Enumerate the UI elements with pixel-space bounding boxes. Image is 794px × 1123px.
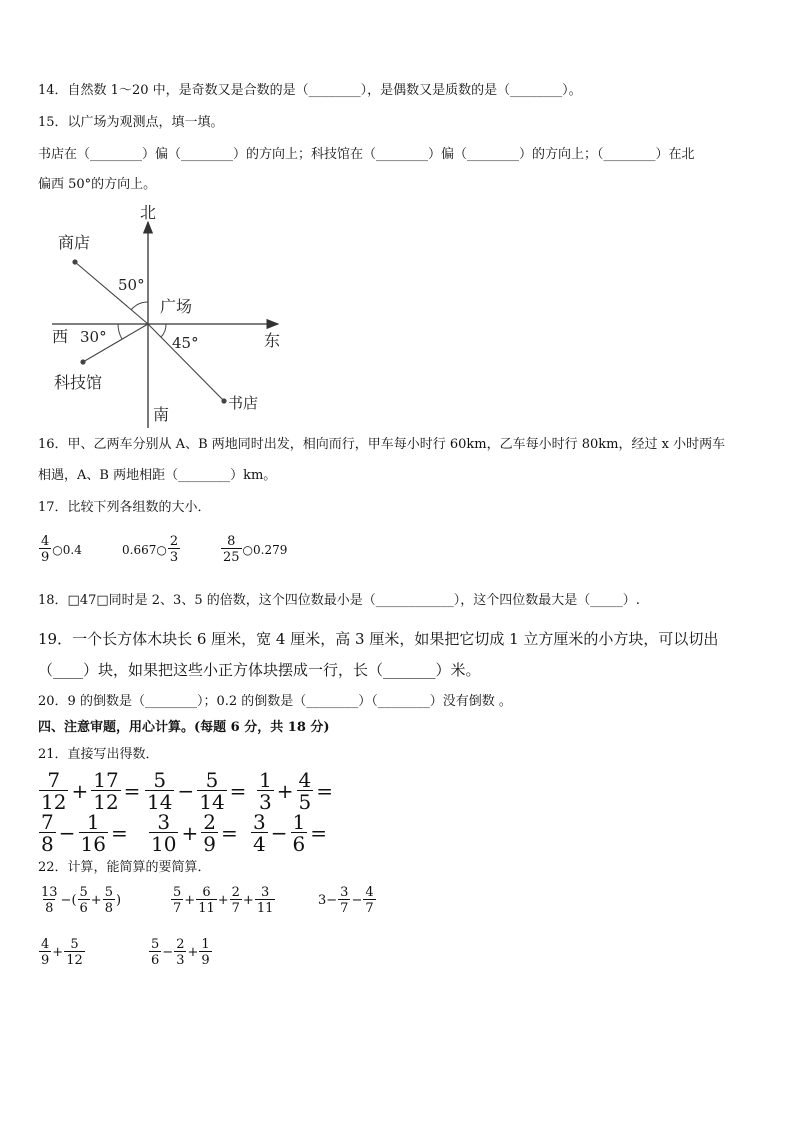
angle-label-north: 50° — [118, 276, 145, 294]
q22-expr-2: $\frac{5}{7}$ + $\frac{6}{11}$ + $\frac{2}{7}$ + $\frac{3}{11}$ — [173, 885, 274, 916]
q21-expr-4: $\frac{7}{8}$ − $\frac{1}{16}$ = — [41, 810, 128, 856]
question-18: 18．□47□同时是 2、3、5 的倍数，这个四位数最小是（____________），这个四位数最大是（_____）. — [38, 593, 640, 608]
question-22-title: 22．计算，能简算的要简算． — [38, 860, 211, 875]
question-15-line1: 书店在（________）偏（________）的方向上；科技馆在（________）偏（________）的方向上；（________）在北 — [38, 147, 695, 162]
q22-expr-5: $\frac{5}{6}$ − $\frac{2}{3}$ + $\frac{1}{9}$ — [151, 937, 210, 968]
angle-label-east: 45° — [172, 334, 199, 352]
q17-expr-1: $\frac{4}{9}$ ○0.4 — [41, 534, 82, 565]
angle-label-west: 30° — [80, 328, 107, 346]
shop-point — [72, 259, 77, 264]
q21-expr-1: $\frac{7}{12}$ + $\frac{17}{12}$ = — [41, 768, 141, 814]
museum-point — [80, 359, 85, 364]
direction-diagram — [40, 198, 300, 430]
q22-expr-3: 3− $\frac{3}{7}$ − $\frac{4}{7}$ — [318, 885, 374, 916]
q17-expr-3: $\frac{8}{25}$ ○0.279 — [223, 534, 288, 565]
center-label: 广场 — [160, 297, 193, 316]
question-20: 20．9 的倒数是（________）；0.2 的倒数是（________）（________）没有倒数 。 — [38, 694, 512, 709]
question-15-line2: 偏西 50°的方向上。 — [38, 177, 157, 192]
question-16-line2: 相遇，A、B 两地相距（________）km。 — [38, 468, 277, 483]
question-14: 14．自然数 1～20 中，是奇数又是合数的是（________），是偶数又是质数的是（________）。 — [38, 83, 582, 98]
q21-expr-3: $\frac{1}{3}$ + $\frac{4}{5}$ = — [259, 768, 333, 814]
question-16-line1: 16．甲、乙两车分别从 A、B 两地同时出发，相向而行，甲车每小时行 60km，乙车每小时行 80km，经过 x 小时两车 — [38, 437, 726, 452]
question-19-line1: 19．一个长方体木块长 6 厘米，宽 4 厘米，高 3 厘米，如果把它切成 1 立方厘米的小方块，可以切出 — [38, 630, 719, 648]
question-15-title: 15．以广场为观测点，填一填。 — [38, 115, 224, 130]
q22-expr-1: $\frac{13}{8}$ −( $\frac{5}{6}$ + $\frac{5}{8}$ ) — [41, 885, 122, 916]
museum-label: 科技馆 — [54, 373, 103, 392]
angle-arc-east — [161, 324, 166, 337]
north-label: 北 — [140, 203, 157, 222]
bookstore-label: 书店 — [228, 394, 259, 412]
east-label: 东 — [264, 331, 281, 350]
q22-expr-4: $\frac{4}{9}$ + $\frac{5}{12}$ — [41, 937, 83, 968]
question-21-title: 21．直接写出得数． — [38, 747, 159, 762]
q17-expr-2: 0.667○ $\frac{2}{3}$ — [122, 534, 179, 565]
q21-expr-2: $\frac{5}{14}$ − $\frac{5}{14}$ = — [147, 768, 247, 814]
angle-arc-west — [118, 324, 122, 339]
question-17-title: 17．比较下列各组数的大小． — [38, 500, 211, 515]
q21-expr-6: $\frac{3}{4}$ − $\frac{1}{6}$ = — [253, 810, 327, 856]
section-4-heading: 四、注意审题，用心计算。(每题 6 分，共 18 分) — [38, 720, 330, 735]
shop-label: 商店 — [58, 233, 91, 252]
q21-expr-5: $\frac{3}{10}$ + $\frac{2}{9}$ = — [151, 810, 238, 856]
question-19-line2: （____）块，如果把这些小正方体块摆成一行，长（_______）米。 — [38, 661, 481, 679]
west-label: 西 — [52, 327, 69, 346]
bookstore-point — [221, 398, 226, 403]
south-label: 南 — [153, 405, 170, 424]
angle-arc-north — [131, 302, 148, 310]
